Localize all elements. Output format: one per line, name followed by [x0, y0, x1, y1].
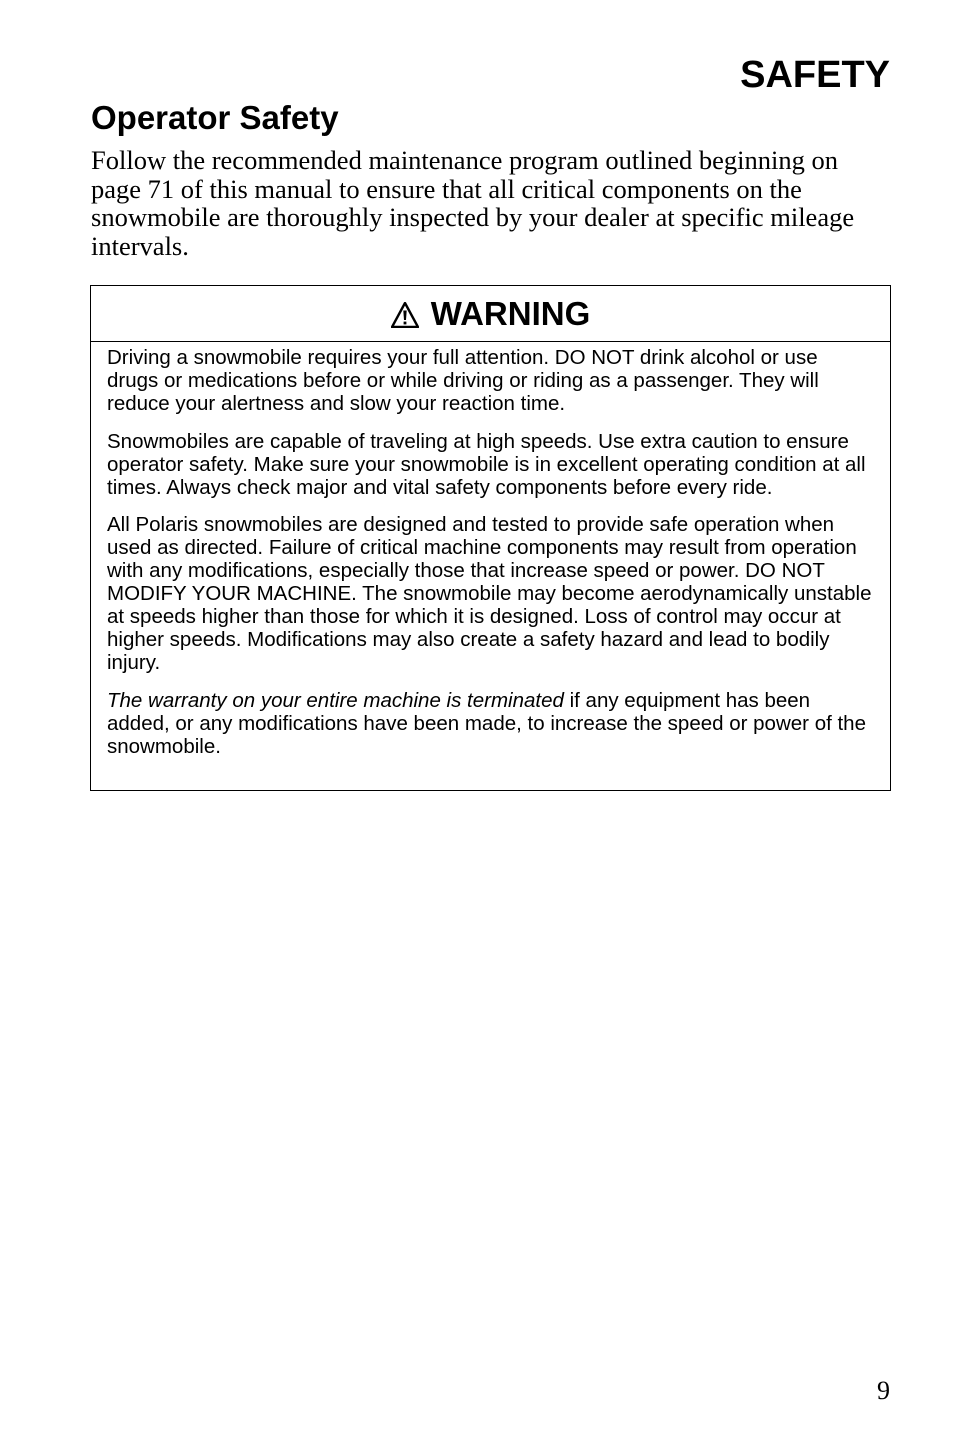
- warning-box: [90, 285, 891, 791]
- warning-title: WARNING: [430, 294, 591, 332]
- warning-paragraph: All Polaris snowmobiles are designed and tested to provide safe operation when used as directed. Failure of critical machine components may result from operation with any modifications, especially those that increase speed or power. DO NOT MODIFY YOUR MACHINE. The snowmobile may become aerodynamically unstable at speeds higher than those for which it is designed. Loss of control may occur at higher speeds. Modifications may also create a safety hazard and lead to bodily injury.: [107, 513, 872, 674]
- section-heading: Operator Safety: [91, 99, 339, 136]
- warning-triangle-icon: [391, 302, 419, 328]
- warning-header: [91, 286, 890, 342]
- warranty-paragraph: [107, 690, 872, 759]
- warranty-italic-text: The warranty on your entire machine is terminated: [107, 688, 564, 712]
- chapter-title: SAFETY: [740, 54, 890, 96]
- warning-body: [91, 342, 890, 759]
- warning-paragraph: Snowmobiles are capable of traveling at high speeds. Use extra caution to ensure operator safety. Make sure your snowmobile is in excellent operating condition at all times. Always check major and vital safety components before every ride.: [107, 429, 866, 499]
- intro-paragraph: Follow the recommended maintenance program outlined beginning on page 71 of this manual to ensure that all critical components on the snowmobile are thoroughly inspected by your dealer at specific mileage intervals.: [91, 145, 855, 261]
- page-number: 9: [877, 1376, 890, 1405]
- warning-paragraph: Driving a snowmobile requires your full attention. DO NOT drink alcohol or use drugs or medications before or while driving or riding as a passenger. They will reduce your alertness and slow your reaction time.: [107, 346, 819, 415]
- warranty-text: if any equipment has been added, or any modifications have been made, to increase the speed or power of the snowmobile.: [107, 688, 866, 758]
